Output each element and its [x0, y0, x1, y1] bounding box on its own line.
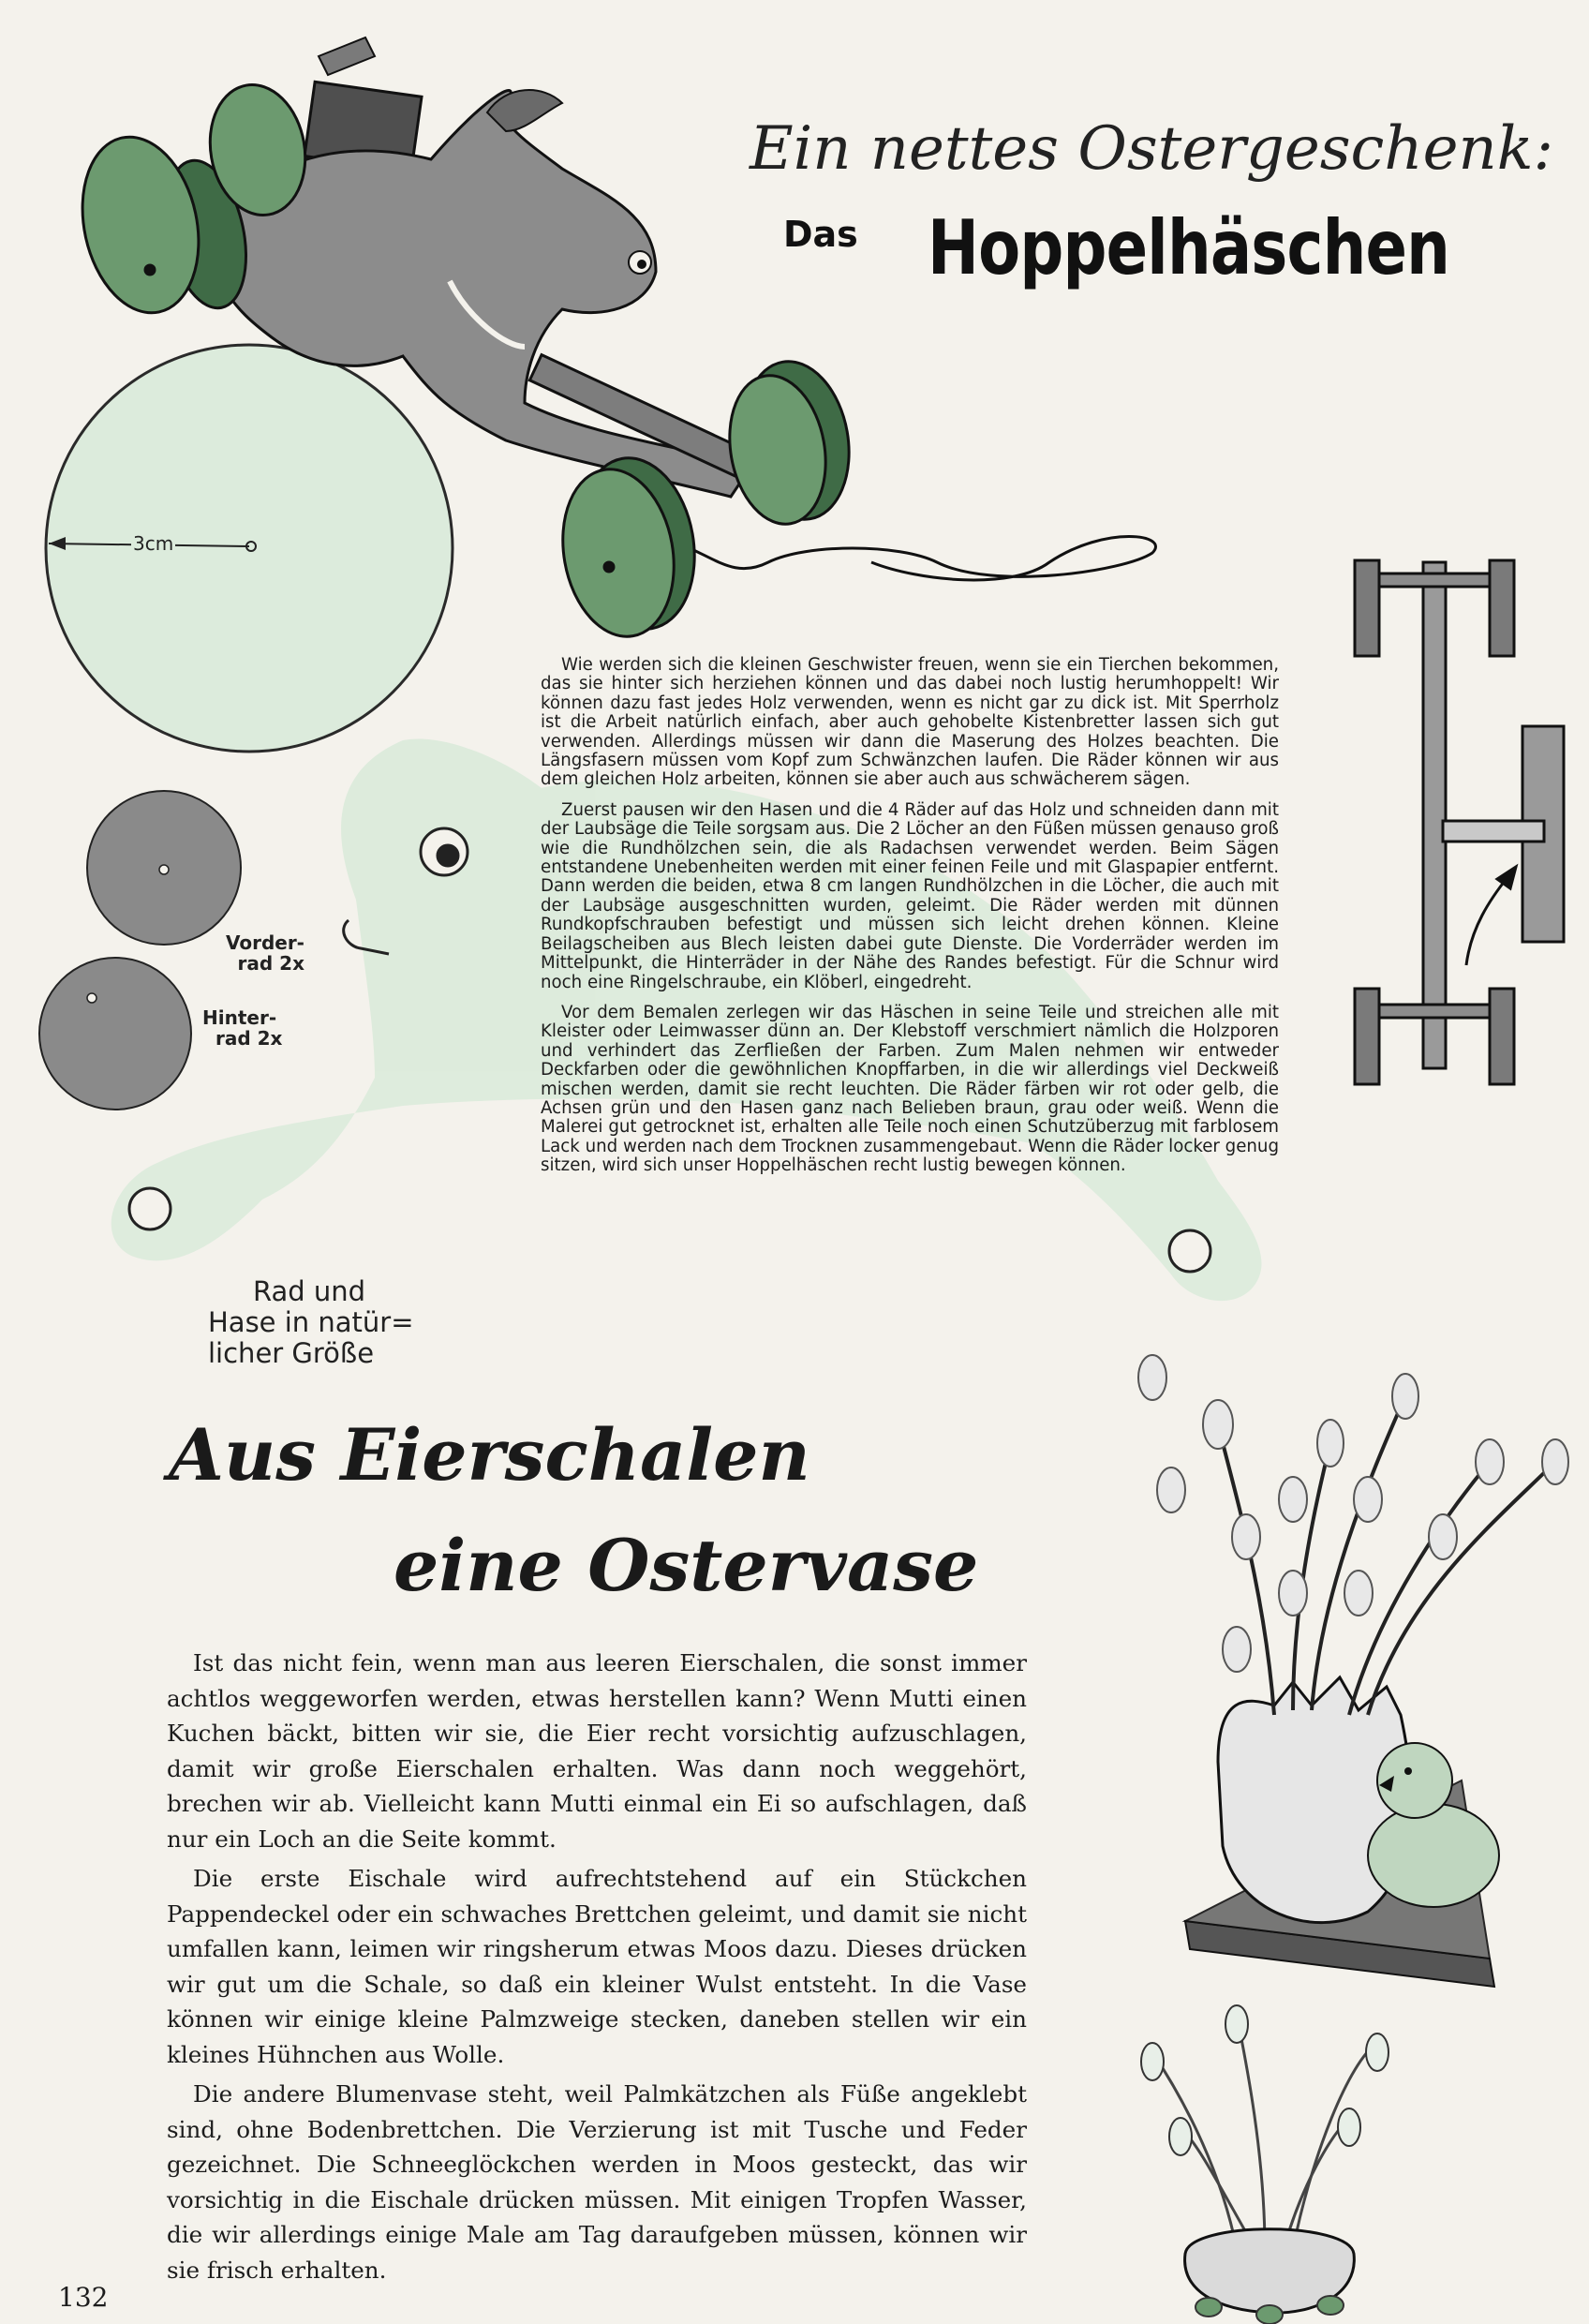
- title-prefix: Das: [783, 214, 858, 255]
- rear-wheel-label-line1: Hinter-: [202, 1006, 277, 1029]
- rear-wheel-label-line2: rad 2x: [215, 1027, 283, 1050]
- snowdrop-vase-illustration: [1141, 2005, 1389, 2324]
- hare-paragraph-2: Zuerst pausen wir den Hasen und die 4 Räder auf das Holz und schneiden dann mit der Laubsäge die Teile sorgsam aus. Die 2 Löcher an den Füßen müssen genauso groß wie die Rundhölzchen sein, die als Radachsen verwendet werden. Beim Sägen entstandene Unebenheiten werden mit einer feinen Feile und mit Glaspapier entfernt. Dann werden die beiden, etwa 8 cm langen Rundhölzchen in die Löcher, die auch mit der Laubsäge ausgeschnitten wurden, geleimt. Die Räder werden mit dünnen Rundkopfschrauben befestigt und müssen sich leicht drehen können. Kleine Beilagscheiben aus Blech leisten dabei gute Dienste. Die Vorderräder werden im Mittelpunkt, die Hinterräder in der Nähe des Randes befestigt. Für die Schnur wird noch eine Ringelschraube, ein Klöberl, eingedreht.: [541, 799, 1279, 992]
- egg-vase-illustration: [1138, 1355, 1568, 1987]
- vase-paragraph-3: Die andere Blumenvase steht, weil Palmkätzchen als Füße angeklebt sind, ohne Bodenbrettchen. Die Verzierung ist mit Tusche und Feder gezeichnet. Die Schneeglöckchen werden in Moos gesteckt, das wir vorsichtig in die Eischale drücken müssen. Mit einigen Tropfen Wasser, die wir allerdings einige Male am Tag daraufgeben müssen, können wir sie frisch erhalten.: [167, 2080, 1027, 2284]
- radius-label: 3cm: [133, 532, 174, 555]
- article-kicker: Ein nettes Ostergeschenk:: [750, 114, 1554, 184]
- front-wheel-label: [218, 932, 304, 974]
- vase-paragraph-1: Ist das nicht fein, wenn man aus leeren Eierschalen, die sonst immer achtlos weggeworfen werden, etwas herstellen kann? Wenn Mutti einen Kuchen bäckt, bitten wir sie, die Eier recht vorsichtig aufzuschlagen, damit wir große Eierschalen erhalten. Was dann noch weggehört, brechen wir ab. Vielleicht kann Mutti einmal ein Ei so aufschlagen, daß nur ein Loch an die Seite kommt.: [167, 1649, 1027, 1853]
- vase-instructions-body: [167, 1646, 1027, 2287]
- wheel-pattern-circle: [46, 345, 453, 752]
- hare-paragraph-3: Vor dem Bemalen zerlegen wir das Häschen in seine Teile und streichen alle mit Kleister oder Leimwasser dünn an. Der Klebstoff verschmiert nämlich die Holzporen und verhindert das Zerfließen der Farben. Zum Malen nehmen wir entweder Deckfarben oder die gewöhnlichen Knopffarben, in die wir allerdings viel Deckweiß mischen werden, damit sie recht leuchten. Die Räder färben wir rot oder gelb, die Achsen grün und den Hasen ganz nach Belieben braun, grau oder weiß. Wenn die Malerei gut getrocknet ist, erhalten alle Teile noch einen Schutzüberzug mit farblosem Lack und werden nach dem Trocknen zusammengebaut. Wenn die Räder locker genug sitzen, wird sich unser Hoppelhäschen recht lustig bewegen können.: [541, 1002, 1279, 1176]
- page-number: 132: [58, 2282, 109, 2313]
- hare-pattern-hole-rear: [129, 1188, 171, 1229]
- page-title: Hoppelhäschen: [928, 204, 1449, 291]
- hare-pattern-hole-front: [1169, 1230, 1210, 1272]
- front-wheel-label-line2: rad 2x: [237, 952, 304, 975]
- natural-size-line3: licher Größe: [208, 1337, 375, 1369]
- front-wheel-label-line1: Vorder-: [225, 931, 304, 954]
- vase-title-line1: Aus Eierschalen: [169, 1413, 810, 1497]
- axle-assembly-diagram: [1355, 560, 1564, 1084]
- hare-paragraph-1: Wie werden sich die kleinen Geschwister freuen, wenn sie ein Tierchen bekommen, das sie hinter sich herziehen können und das dabei noch lustig herumhoppelt! Wir können dazu fast jedes Holz verwenden, wenn es nicht gar zu dick ist. Mit Sperrholz ist die Arbeit natürlich einfach, aber auch gehobelte Kistenbretter lassen sich gut verwenden. Allerdings müssen wir dann die Maserung des Holzes beachten. Die Längsfasern müssen vom Kopf zum Schwänzchen laufen. Die Räder können wir aus dem gleichen Holz arbeiten, können sie aber auch aus schwächerem sägen.: [541, 655, 1279, 790]
- natural-size-line2: Hase in natür=: [208, 1306, 414, 1338]
- natural-size-note: [208, 1276, 414, 1369]
- vase-paragraph-2: Die erste Eischale wird aufrechtstehend auf ein Stückchen Pappendeckel oder ein schwaches Brettchen geleimt, und damit sie nicht umfallen kann, leimen wir ringsherum etwas Moos dazu. Dieses drücken wir gut um die Schale, so daß ein kleiner Wulst entsteht. In die Vase können wir einige kleine Palmzweige stecken, daneben stellen wir ein kleines Hühnchen aus Wolle.: [167, 1865, 1027, 2068]
- rear-wheel-label: [202, 1007, 282, 1049]
- vase-title-line2: eine Ostervase: [394, 1524, 979, 1607]
- natural-size-line1: Rad und: [253, 1275, 366, 1307]
- hare-instructions-column: [541, 656, 1279, 1187]
- rear-wheel-pattern: [39, 958, 191, 1110]
